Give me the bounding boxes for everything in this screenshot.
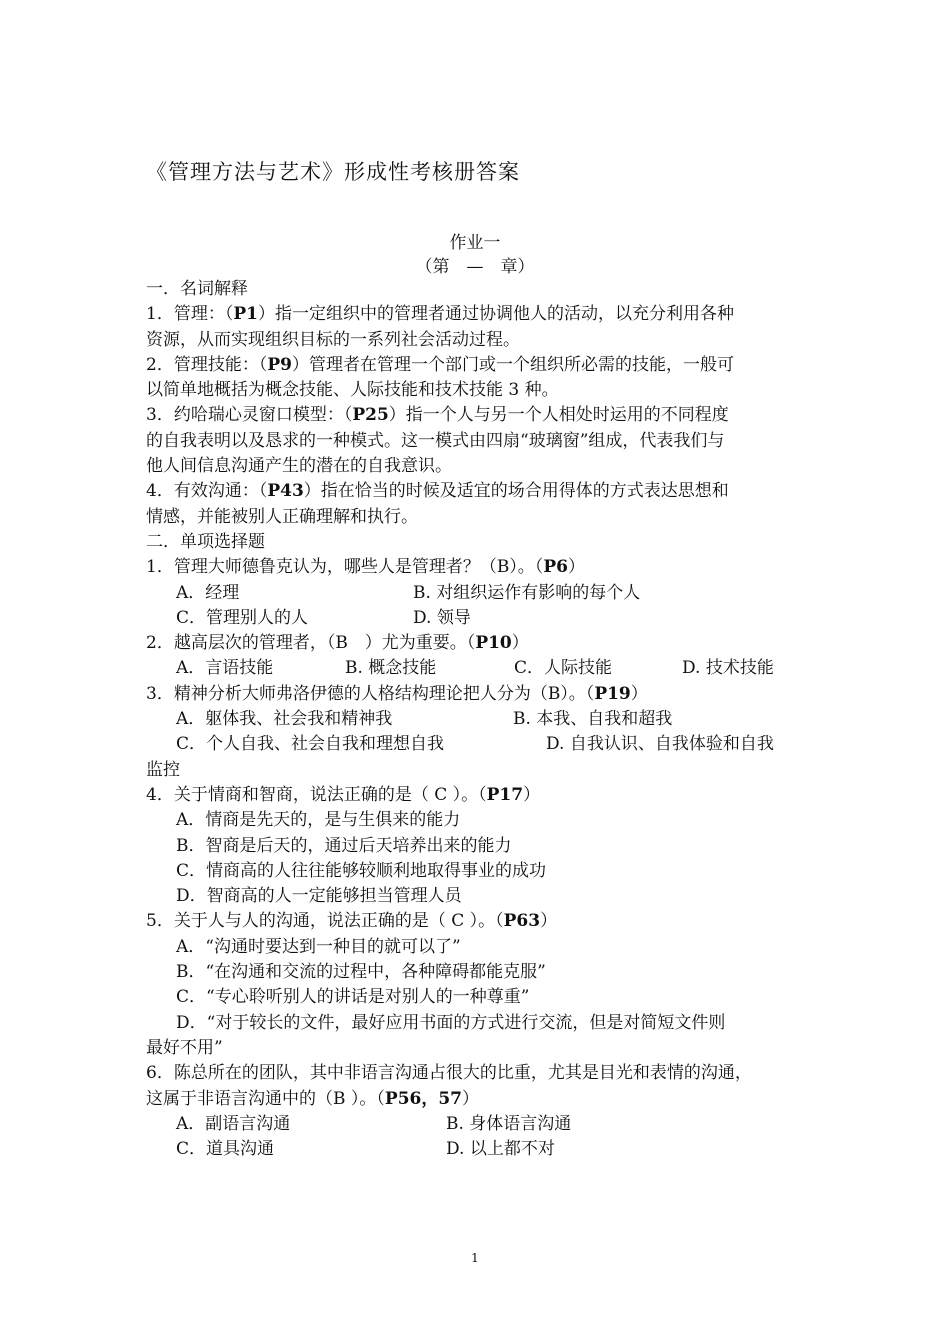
term-line: 3．约哈瑞心灵窗口模型：（P25）指一个人与另一个人相处时运用的不同程度 (146, 405, 729, 426)
term-line: 4．有效沟通：（P43）指在恰当的时候及适宜的场合用得体的方式表达思想和 (146, 481, 729, 502)
document-body (146, 277, 810, 1162)
term-line: 他人间信息沟通产生的潜在的自我意识。 (146, 456, 452, 477)
option-line: C．情商高的人往往能够较顺利地取得事业的成功 (176, 860, 547, 881)
term-line: 2．管理技能：（P9）管理者在管理一个部门或一个组织所必需的技能，一般可 (146, 354, 734, 375)
option-line: B．“在沟通和交流的过程中，各种障碍都能克服” (176, 962, 546, 983)
option-row: A．躯体我、社会我和精神我 B. 本我、自我和超我 (176, 709, 673, 730)
option-row: C．道具沟通 D. 以上都不对 (176, 1139, 555, 1160)
option-line: B．智商是后天的，通过后天培养出来的能力 (176, 835, 512, 856)
question-line: 2．越高层次的管理者，（B ）尤为重要。（P10） (146, 633, 529, 654)
question-line: 6．陈总所在的团队，其中非语言沟通占很大的比重，尤其是目光和表情的沟通， (146, 1063, 752, 1084)
option-line: A．情商是先天的，是与生俱来的能力 (176, 810, 461, 831)
option-continuation: 最好不用” (146, 1037, 223, 1058)
term-line: 以简单地概括为概念技能、人际技能和技术技能 3 种。 (146, 380, 559, 401)
homework-heading: 作业一 (449, 233, 501, 253)
question-line: 1．管理大师德鲁克认为，哪些人是管理者？（B）。（P6） (146, 557, 585, 578)
section-heading: 一．名词解释 (146, 279, 248, 299)
term-line: 资源，从而实现组织目标的一系列社会活动过程。 (146, 329, 520, 350)
option-line: C．“专心聆听别人的讲话是对别人的一种尊重” (176, 987, 530, 1008)
option-line: D．智商高的人一定能够担当管理人员 (176, 886, 462, 907)
term-line: 情感，并能被别人正确理解和执行。 (146, 506, 418, 527)
option-line: A．“沟通时要达到一种目的就可以了” (176, 936, 461, 957)
option-row: C．个人自我、社会自我和理想自我 D. 自我认识、自我体验和自我 (176, 734, 774, 755)
term-line: 1．管理：（P1）指一定组织中的管理者通过协调他人的活动，以充分利用各种 (146, 304, 734, 325)
option-row: A．副语言沟通 B. 身体语言沟通 (176, 1113, 572, 1134)
option-line: D．“对于较长的文件，最好应用书面的方式进行交流，但是对简短文件则 (176, 1012, 726, 1033)
question-line: 4．关于情商和智商，说法正确的是（ C ）。（P17） (146, 784, 541, 805)
question-line: 这属于非语言沟通中的（B ）。（P56，57） (146, 1088, 480, 1109)
option-row: C．管理别人的人 D. 领导 (176, 607, 471, 628)
option-continuation: 监控 (146, 759, 180, 780)
term-line: 的自我表明以及恳求的一种模式。这一模式由四扇“玻璃窗”组成，代表我们与 (146, 430, 725, 451)
document-title: 《管理方法与艺术》形成性考核册答案 (146, 160, 520, 184)
section-heading: 二．单项选择题 (146, 531, 265, 552)
option-row: A．言语技能 B. 概念技能 C．人际技能 D. 技术技能 (176, 658, 774, 679)
question-line: 5．关于人与人的沟通，说法正确的是（ C ）。（P63） (146, 911, 558, 932)
page-number: 1 (471, 1251, 479, 1265)
question-line: 3．精神分析大师弗洛伊德的人格结构理论把人分为（B）。（P19） (146, 683, 648, 704)
chapter-heading: （第 — 章） (415, 257, 535, 277)
option-row: A．经理 B. 对组织运作有影响的每个人 (176, 582, 641, 603)
